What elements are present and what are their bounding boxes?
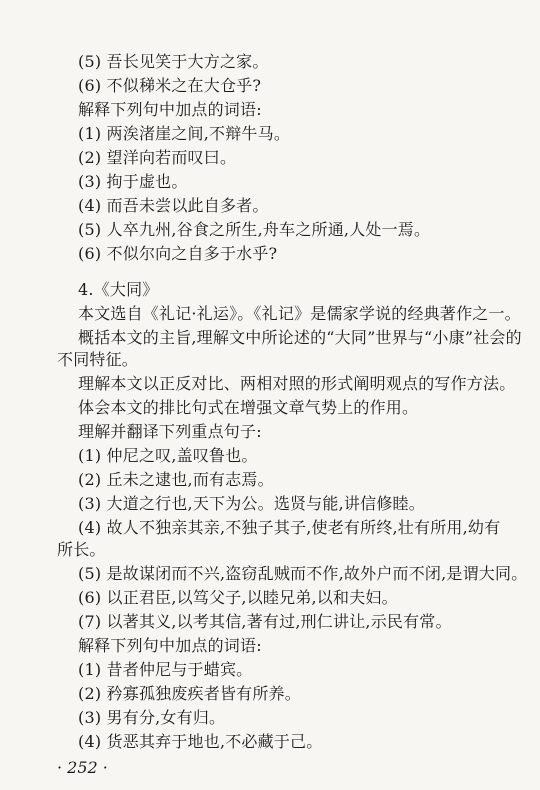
text-line: 理解本文以正反对比、两相对照的形式阐明观点的写作方法。 bbox=[78, 374, 516, 393]
text-line: 解释下列句中加点的词语: bbox=[78, 636, 262, 655]
text-line: (1) 昔者仲尼与于蜡宾。 bbox=[78, 660, 253, 679]
text-line: 理解并翻译下列重点句子: bbox=[78, 422, 262, 441]
text-line: 解释下列句中加点的词语: bbox=[78, 100, 262, 119]
text-line: (5) 吾长见笑于大方之家。 bbox=[78, 52, 269, 71]
text-line: (4) 而吾未尝以此自多者。 bbox=[78, 196, 269, 215]
text-line: 概括本文的主旨,理解文中所论述的“大同”世界与“小康”社会的 bbox=[78, 328, 522, 347]
text-line: (6) 以正君臣,以笃父子,以睦兄弟,以和夫妇。 bbox=[78, 588, 398, 607]
text-line: (7) 以著其义,以考其信,著有过,刑仁讲让,示民有常。 bbox=[78, 612, 452, 631]
text-line: (6) 不似尔向之自多于水乎? bbox=[78, 244, 278, 263]
text-line: 不同特征。 bbox=[57, 350, 139, 369]
text-line: (1) 仲尼之叹,盖叹鲁也。 bbox=[78, 446, 258, 465]
text-line: 体会本文的排比句式在增强文章气势上的作用。 bbox=[78, 398, 419, 417]
text-line: (2) 丘未之逮也,而有志焉。 bbox=[78, 470, 274, 489]
page-number: · 252 · bbox=[57, 758, 108, 777]
text-line: (6) 不似稊米之在大仓乎? bbox=[78, 76, 262, 95]
text-line: (2) 矜寡孤独废疾者皆有所养。 bbox=[78, 684, 301, 703]
text-line: (3) 大道之行也,天下为公。选贤与能,讲信修睦。 bbox=[78, 494, 425, 513]
text-line: (2) 望洋向若而叹曰。 bbox=[78, 148, 237, 167]
text-line: (4) 故人不独亲其亲,不独子其子,使老有所终,壮有所用,幼有 bbox=[78, 518, 501, 537]
text-line: (1) 两涘渚崖之间,不辩牛马。 bbox=[78, 124, 291, 143]
text-line: (5) 是故谋闭而不兴,盗窃乱贼而不作,故外户而不闭,是谓大同。 bbox=[78, 564, 528, 583]
text-line: (5) 人卒九州,谷食之所生,舟车之所通,人处一焉。 bbox=[78, 220, 431, 239]
text-line: (3) 拘于虚也。 bbox=[78, 172, 188, 191]
text-line: 所长。 bbox=[57, 540, 106, 559]
text-line: (3) 男有分,女有归。 bbox=[78, 708, 226, 727]
text-line: (4) 货恶其弃于地也,不必藏于己。 bbox=[78, 732, 323, 751]
section-heading: 4.《大同》 bbox=[78, 280, 159, 299]
text-line: 本文选自《礼记·礼运》。《礼记》是儒家学说的经典著作之一。 bbox=[78, 304, 521, 323]
